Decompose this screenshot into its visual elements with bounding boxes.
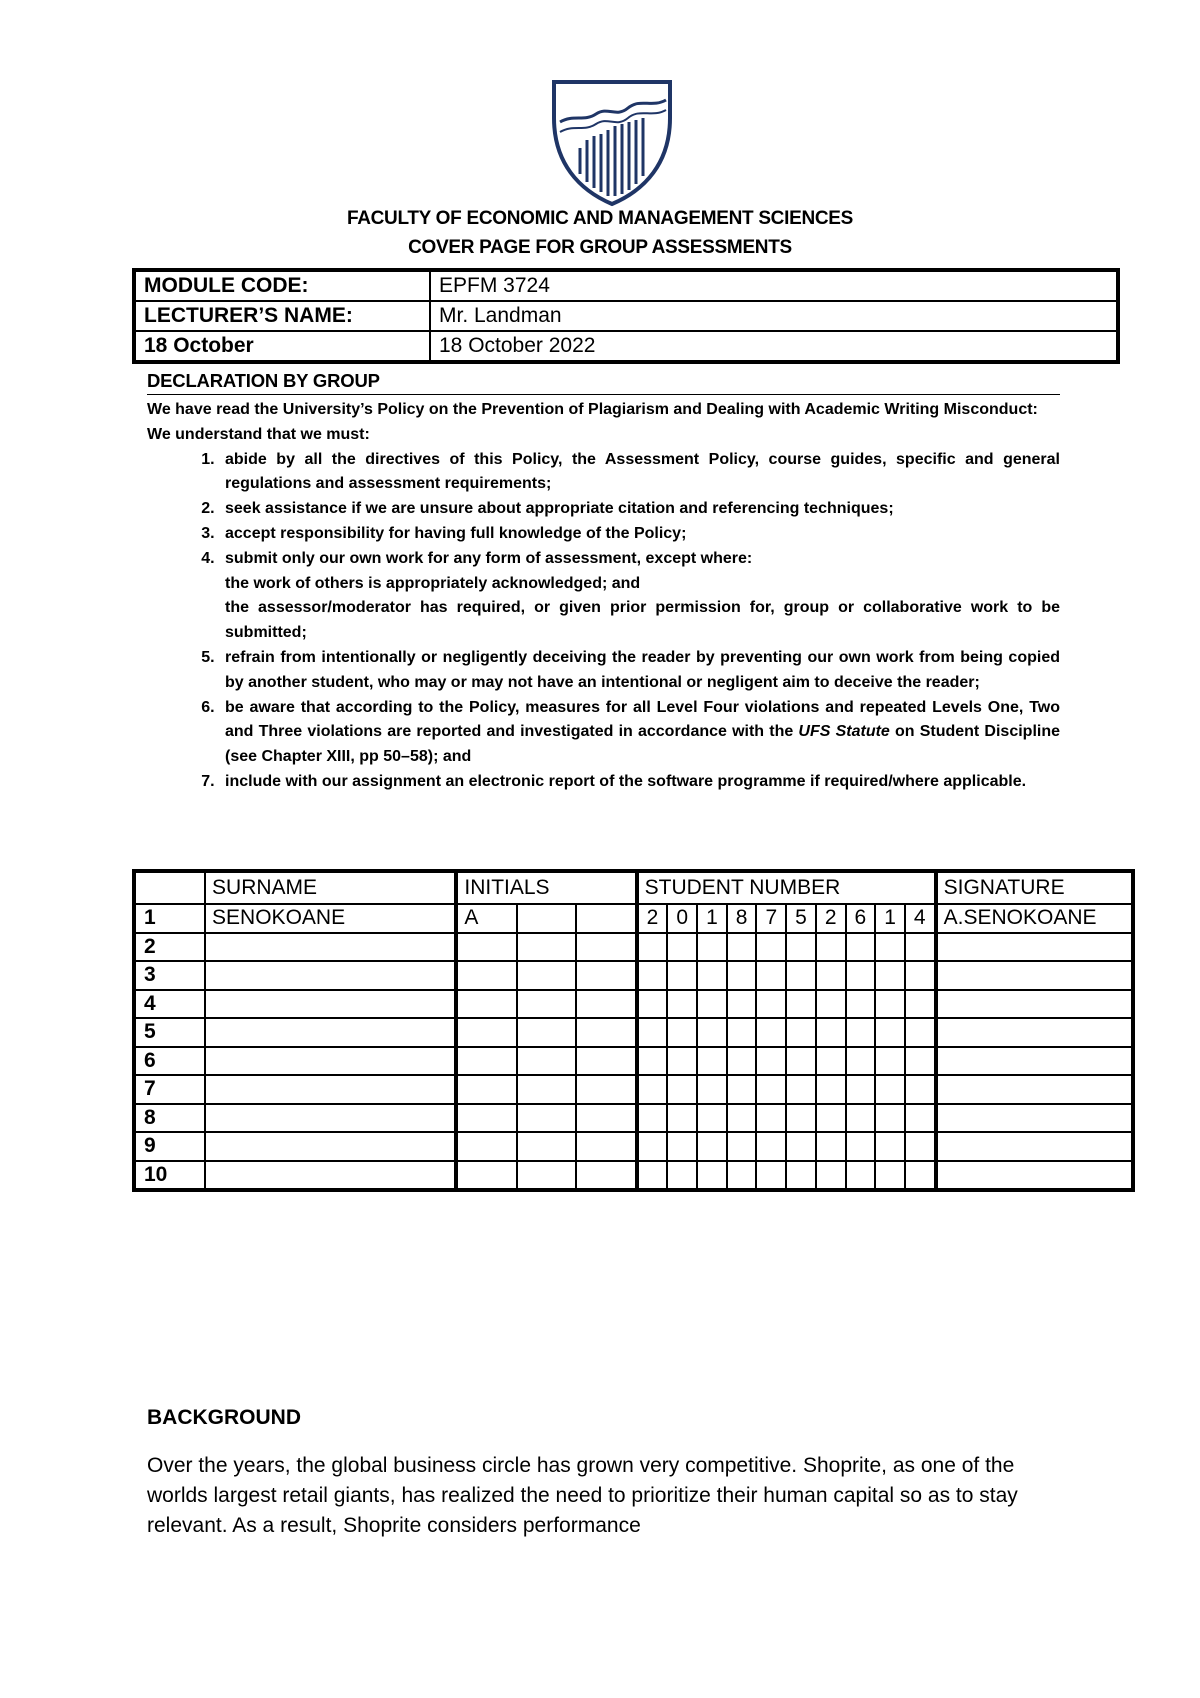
student-number-digit: [875, 1018, 905, 1047]
student-number-digit: [786, 961, 816, 990]
student-row: [134, 904, 1133, 933]
student-number-digit: [786, 1047, 816, 1076]
signature-cell: [936, 1047, 1133, 1076]
student-number-digit: [667, 933, 697, 962]
student-number-digit: [846, 961, 876, 990]
student-number-digit: [667, 1104, 697, 1133]
initials-cell: [576, 1161, 636, 1191]
university-shield-logo: [550, 78, 674, 208]
initials-cell: [517, 961, 576, 990]
student-number-digit: [756, 1104, 786, 1133]
student-number-digit: [905, 1075, 936, 1104]
students-header-row: [134, 871, 1133, 904]
declaration-subitem: the work of others is appropriately acknowledged; and: [225, 574, 641, 592]
student-number-digit: [667, 1047, 697, 1076]
student-number-digit: [697, 990, 727, 1019]
initials-cell: [576, 990, 636, 1019]
initials-cell: [517, 990, 576, 1019]
initials-cell: [576, 1075, 636, 1104]
student-number-digit: [875, 990, 905, 1019]
student-number-digit: 7: [756, 904, 786, 933]
header-signature: SIGNATURE: [936, 871, 1133, 904]
student-number-digit: [875, 1161, 905, 1191]
student-number-digit: [875, 1104, 905, 1133]
surname-cell: [205, 933, 456, 962]
student-number-digit: [786, 933, 816, 962]
date-row: [134, 331, 1118, 362]
initials-cell: [456, 1018, 516, 1047]
student-row: [134, 1018, 1133, 1047]
student-number-digit: [905, 1018, 936, 1047]
declaration-intro: We have read the University’s Policy on the Prevention of Plagiarism and Dealing with Academic Writing Misconduct:: [147, 401, 1038, 418]
initials-cell: [456, 1161, 516, 1191]
student-number-digit: [697, 1132, 727, 1161]
student-number-digit: [846, 1161, 876, 1191]
initials-cell: [456, 1132, 516, 1161]
student-number-digit: [846, 1104, 876, 1133]
row-number: 8: [134, 1104, 205, 1133]
student-number-digit: [786, 1104, 816, 1133]
header-initials: INITIALS: [456, 871, 636, 904]
declaration-item: 7. include with our assignment an electronic report of the software programme if required/where applicable.: [219, 770, 1060, 795]
declaration-understand: We understand that we must:: [147, 425, 370, 443]
surname-cell: SENOKOANE: [205, 904, 456, 933]
student-row: [134, 1047, 1133, 1076]
student-number-digit: [756, 1075, 786, 1104]
student-number-digit: 5: [786, 904, 816, 933]
initials-cell: [576, 933, 636, 962]
signature-cell: A.SENOKOANE: [936, 904, 1133, 933]
declaration-item: 5. refrain from intentionally or negligently deceiving the reader by preventing our own work from being copied by another student, who may or may not have an intentional or negligent aim to deceive the reader;: [219, 646, 1060, 696]
student-number-digit: [846, 933, 876, 962]
row-number: 10: [134, 1161, 205, 1191]
lecturer-label: LECTURER’S NAME:: [134, 301, 430, 331]
declaration-list: [147, 448, 1060, 795]
initials-cell: [517, 933, 576, 962]
initials-cell: [517, 1047, 576, 1076]
initials-cell: [576, 1104, 636, 1133]
initials-cell: [517, 1132, 576, 1161]
student-number-digit: 4: [905, 904, 936, 933]
student-number-digit: [697, 933, 727, 962]
row-number: 7: [134, 1075, 205, 1104]
student-number-digit: [756, 933, 786, 962]
student-number-digit: 2: [637, 904, 668, 933]
student-number-digit: [727, 961, 757, 990]
student-row: [134, 990, 1133, 1019]
student-number-digit: [637, 1018, 668, 1047]
student-number-digit: [905, 1132, 936, 1161]
student-number-digit: [637, 1075, 668, 1104]
student-number-digit: [786, 1018, 816, 1047]
student-number-digit: [727, 1161, 757, 1191]
student-row: [134, 1104, 1133, 1133]
student-number-digit: [667, 1018, 697, 1047]
student-number-digit: 6: [846, 904, 876, 933]
student-number-digit: [786, 1132, 816, 1161]
module-info-table: [132, 268, 1120, 364]
signature-cell: [936, 1018, 1133, 1047]
initials-cell: [576, 904, 636, 933]
student-row: [134, 1161, 1133, 1191]
declaration-subitem: the assessor/moderator has required, or given prior permission for, group or collaborative work to be submitted;: [225, 599, 1060, 642]
student-number-digit: [756, 1161, 786, 1191]
student-number-digit: [756, 990, 786, 1019]
initials-cell: [456, 990, 516, 1019]
student-number-digit: 1: [697, 904, 727, 933]
student-number-digit: [816, 1018, 846, 1047]
student-number-digit: [756, 1018, 786, 1047]
student-row: [134, 933, 1133, 962]
module-code-label: MODULE CODE:: [134, 270, 430, 301]
student-number-digit: [637, 1104, 668, 1133]
student-number-digit: [846, 1018, 876, 1047]
student-number-digit: [846, 1047, 876, 1076]
student-number-digit: [697, 1075, 727, 1104]
student-number-digit: [637, 933, 668, 962]
student-number-digit: [846, 1075, 876, 1104]
student-row: [134, 1132, 1133, 1161]
declaration-item: 4. submit only our own work for any form of assessment, except where: the work of others is appropriately acknowledged; and the assessor/moderator has required, or given prior permission for, group or collaborative work to be submitted;: [219, 547, 1060, 646]
student-number-digit: [667, 990, 697, 1019]
student-number-digit: [637, 961, 668, 990]
student-row: [134, 1075, 1133, 1104]
row-number: 4: [134, 990, 205, 1019]
background-paragraph: Over the years, the global business circle has grown very competitive. Shoprite, as one of the worlds largest retail giants, has realized the need to prioritize their human capital so as to stay relevant. As a result, Shoprite considers performance: [147, 1454, 1018, 1537]
student-number-digit: [727, 1132, 757, 1161]
faculty-title: FACULTY OF ECONOMIC AND MANAGEMENT SCIENCES: [346, 208, 854, 229]
signature-cell: [936, 1132, 1133, 1161]
signature-cell: [936, 990, 1133, 1019]
student-number-digit: [786, 1161, 816, 1191]
student-number-digit: [637, 1161, 668, 1191]
student-number-digit: 2: [816, 904, 846, 933]
header-student-number: STUDENT NUMBER: [637, 871, 936, 904]
row-number: 9: [134, 1132, 205, 1161]
initials-cell: [517, 1104, 576, 1133]
student-number-digit: [875, 1047, 905, 1076]
surname-cell: [205, 961, 456, 990]
student-number-digit: [846, 990, 876, 1019]
lecturer-value: Mr. Landman: [430, 301, 1118, 331]
date-value: 18 October 2022: [430, 331, 1118, 362]
student-number-digit: [875, 1132, 905, 1161]
signature-cell: [936, 933, 1133, 962]
module-code-row: [134, 270, 1118, 301]
student-number-digit: [727, 1104, 757, 1133]
surname-cell: [205, 1132, 456, 1161]
surname-cell: [205, 1018, 456, 1047]
initials-cell: [456, 961, 516, 990]
initials-cell: [456, 1104, 516, 1133]
student-number-digit: [905, 1104, 936, 1133]
student-number-digit: [816, 1161, 846, 1191]
date-label: 18 October: [134, 331, 430, 362]
students-table: [132, 869, 1135, 1192]
background-heading: BACKGROUND: [147, 1406, 301, 1429]
student-number-digit: [816, 1104, 846, 1133]
header-surname: SURNAME: [205, 871, 456, 904]
student-number-digit: [846, 1132, 876, 1161]
row-number: 6: [134, 1047, 205, 1076]
student-number-digit: [697, 1018, 727, 1047]
row-number: 2: [134, 933, 205, 962]
student-number-digit: [905, 990, 936, 1019]
initials-cell: [456, 1047, 516, 1076]
student-number-digit: [756, 1132, 786, 1161]
declaration-body: [147, 398, 1060, 795]
student-number-digit: [637, 990, 668, 1019]
student-number-digit: [816, 961, 846, 990]
student-number-digit: 8: [727, 904, 757, 933]
surname-cell: [205, 990, 456, 1019]
initials-cell: [576, 1047, 636, 1076]
student-number-digit: [667, 1075, 697, 1104]
student-number-digit: [697, 1047, 727, 1076]
row-number: 5: [134, 1018, 205, 1047]
student-number-digit: 0: [667, 904, 697, 933]
student-number-digit: [905, 933, 936, 962]
surname-cell: [205, 1161, 456, 1191]
student-number-digit: [756, 961, 786, 990]
student-number-digit: [875, 933, 905, 962]
signature-cell: [936, 1161, 1133, 1191]
initials-cell: [576, 1132, 636, 1161]
student-number-digit: [816, 1075, 846, 1104]
declaration-item: 3. accept responsibility for having full knowledge of the Policy;: [219, 522, 1060, 547]
student-number-digit: [816, 1047, 846, 1076]
declaration-title: DECLARATION BY GROUP: [147, 368, 1060, 395]
cover-page-title: COVER PAGE FOR GROUP ASSESSMENTS: [408, 237, 792, 258]
student-number-digit: [637, 1047, 668, 1076]
row-number: 1: [134, 904, 205, 933]
student-number-digit: [727, 1018, 757, 1047]
student-number-digit: [816, 933, 846, 962]
student-number-digit: [756, 1047, 786, 1076]
student-number-digit: [727, 933, 757, 962]
surname-cell: [205, 1047, 456, 1076]
row-number: 3: [134, 961, 205, 990]
student-number-digit: [816, 990, 846, 1019]
initials-cell: [576, 961, 636, 990]
student-number-digit: [637, 1132, 668, 1161]
initials-cell: [517, 1018, 576, 1047]
declaration-item: 6. be aware that according to the Policy, measures for all Level Four violations and repeated Levels One, Two and Three violations are reported and investigated in accordance with the UFS Statute on Student Discipline (see Chapter XIII, pp 50–58); and: [219, 696, 1060, 770]
student-row: [134, 961, 1133, 990]
surname-cell: [205, 1075, 456, 1104]
student-number-digit: [905, 961, 936, 990]
ufs-statute-italic: UFS Statute: [798, 723, 890, 741]
student-number-digit: [905, 1047, 936, 1076]
student-number-digit: [667, 961, 697, 990]
declaration-item: 1. abide by all the directives of this Policy, the Assessment Policy, course guides, specific and general regulations and assessment requirements;: [219, 448, 1060, 498]
student-number-digit: [697, 1104, 727, 1133]
initials-cell: [517, 1075, 576, 1104]
signature-cell: [936, 961, 1133, 990]
initials-cell: A: [456, 904, 516, 933]
student-number-digit: [697, 961, 727, 990]
student-number-digit: [667, 1132, 697, 1161]
initials-cell: [517, 1161, 576, 1191]
initials-cell: [576, 1018, 636, 1047]
student-number-digit: [905, 1161, 936, 1191]
student-number-digit: [727, 1075, 757, 1104]
student-number-digit: 1: [875, 904, 905, 933]
initials-cell: [517, 904, 576, 933]
student-number-digit: [697, 1161, 727, 1191]
student-number-digit: [786, 1075, 816, 1104]
signature-cell: [936, 1075, 1133, 1104]
signature-cell: [936, 1104, 1133, 1133]
declaration-item: 2. seek assistance if we are unsure about appropriate citation and referencing techniques;: [219, 497, 1060, 522]
initials-cell: [456, 933, 516, 962]
surname-cell: [205, 1104, 456, 1133]
student-number-digit: [816, 1132, 846, 1161]
student-number-digit: [786, 990, 816, 1019]
student-number-digit: [727, 1047, 757, 1076]
student-number-digit: [875, 1075, 905, 1104]
student-number-digit: [875, 961, 905, 990]
header-num-cell: [134, 871, 205, 904]
student-number-digit: [667, 1161, 697, 1191]
student-number-digit: [727, 990, 757, 1019]
initials-cell: [456, 1075, 516, 1104]
lecturer-row: [134, 301, 1118, 331]
module-code-value: EPFM 3724: [430, 270, 1118, 301]
